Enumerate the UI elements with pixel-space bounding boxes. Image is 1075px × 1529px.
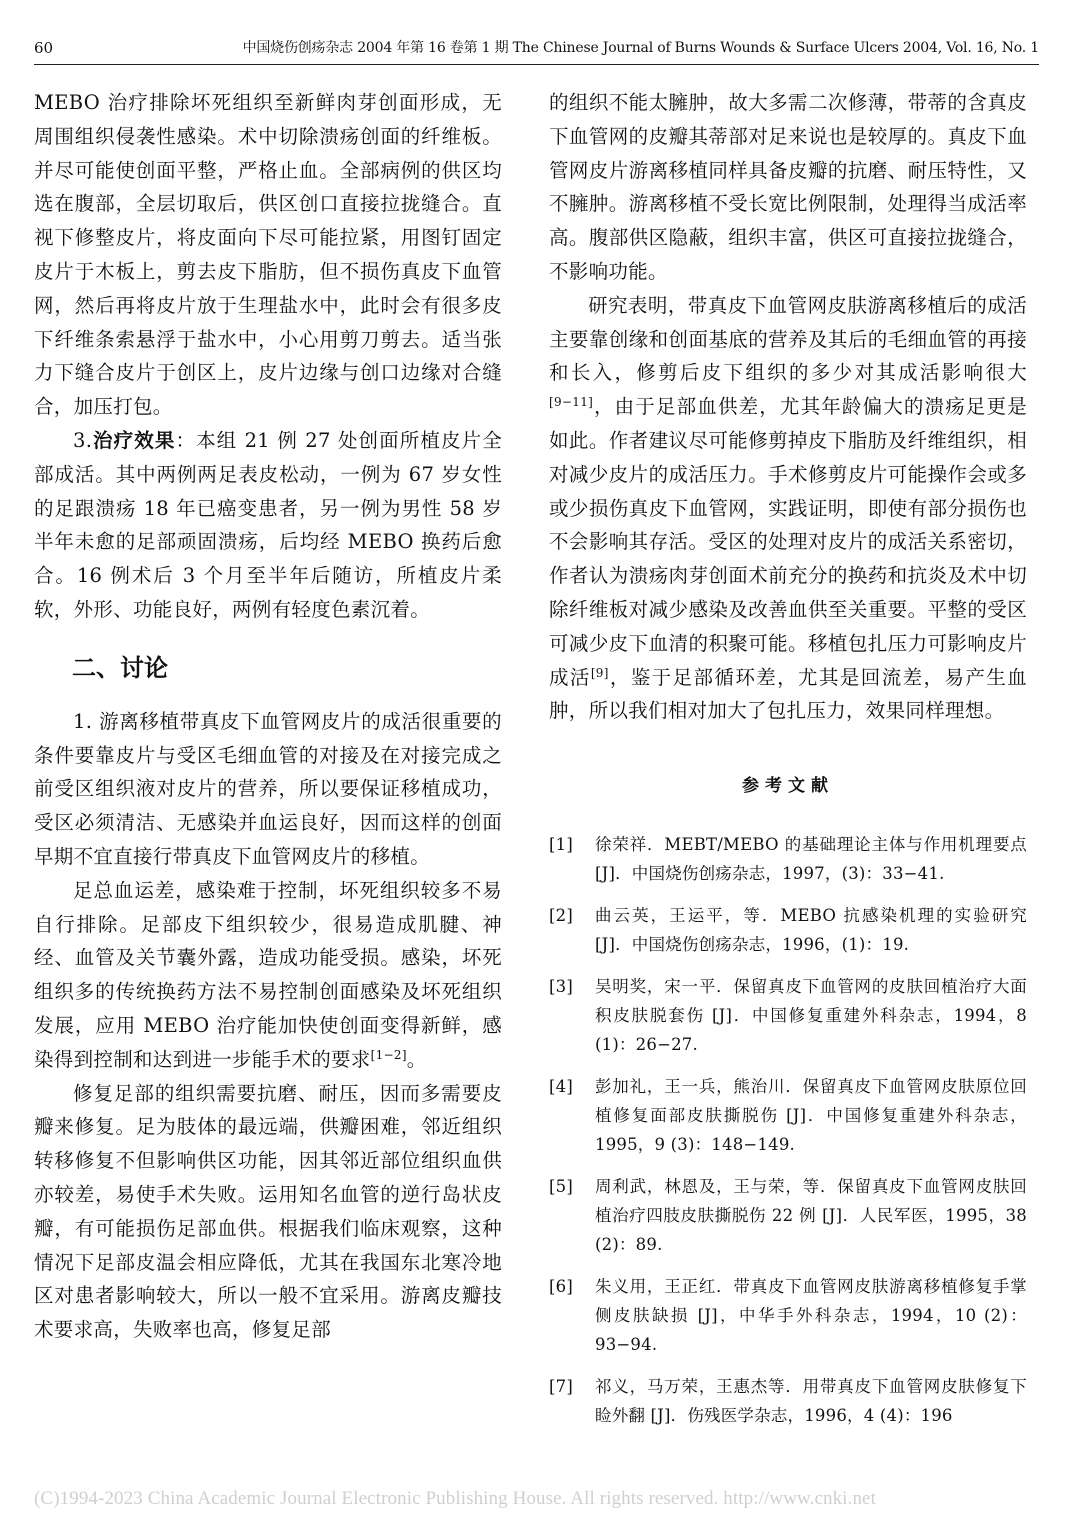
reference-text: 周利武，林恩及，王与荣，等．保留真皮下血管网皮肤回植治疗四肢皮肤撕脱伤 22 例 [J]．人民军医，1995，38 (2)：89.	[595, 1177, 1027, 1255]
paragraph-discussion-2	[34, 874, 502, 1077]
reference-item	[549, 1372, 1027, 1430]
reference-number: [3]	[549, 977, 573, 997]
reference-item	[549, 901, 1027, 959]
reference-number: [5]	[549, 1177, 573, 1197]
paragraph-continued: 的组织不能太臃肿，故大多需二次修薄，带蒂的含真皮下血管网的皮瓣其蒂部对足来说也是较厚的。真皮下血管网皮片游离移植同样具备皮瓣的抗磨、耐压特性，又不臃肿。游离移植不受长宽比例限制，处理得当成活率高。腹部供区隐蔽，组织丰富，供区可直接拉拢缝合，不影响功能。	[549, 91, 1027, 283]
reference-number: [6]	[549, 1277, 573, 1297]
reference-item	[549, 972, 1027, 1059]
reference-number: [2]	[549, 906, 573, 926]
citation: [9−11]	[549, 395, 594, 410]
reference-item	[549, 1072, 1027, 1159]
reference-item	[549, 1172, 1027, 1259]
paragraph-discussion-3: 修复足部的组织需要抗磨、耐压，因而多需要皮瓣来修复。足为肢体的最远端，供瓣困难，邻近组织转移修复不但影响供区功能，因其邻近部位组织血供亦较差，易使手术失败。运用知名血管的逆行岛状皮瓣，有可能损伤足部血供。根据我们临床观察，这种情况下足部皮温会相应降低，尤其在我国东北寒冷地区对患者影响较大，所以一般不宜采用。游离皮瓣技术要求高，失败率也高，修复足部	[34, 1081, 502, 1342]
reference-number: [4]	[549, 1077, 573, 1097]
discussion-2-text: 足总血运差，感染难于控制，坏死组织较多不易自行排除。足部皮下组织较少，很易造成肌腱、神经、血管及关节囊外露，造成功能受损。感染，坏死组织多的传统换药方法不易控制创面感染及坏死组织发展，应用 MEBO 治疗能加快使创面变得新鲜，感染得到控制和达到进一步能手术的要求	[34, 878, 502, 1071]
citation: [1−2]	[370, 1047, 407, 1062]
results-heading: 治疗效果	[92, 428, 176, 452]
results-text: ：本组 21 例 27 处创面所植皮片全部成活。其中两例两足表皮松动，一例为 67 岁女性的足跟溃疡 18 年已癌变患者，另一例为男性 58 岁半年未愈的足部顽固溃疡，后均经 MEBO 换药后愈合。16 例术后 3 个月至半年后随访，所植皮片柔软，外形、功能良好，两例有轻度色素沉着。	[34, 428, 503, 621]
paragraph-surgery: MEBO 治疗排除坏死组织至新鲜肉芽创面形成，无周围组织侵袭性感染。术中切除溃疡创面的纤维板。并尽可能使创面平整，严格止血。全部病例的供区均选在腹部，全层切取后，供区创口直接拉拢缝合。直视下修整皮片，将皮面向下尽可能拉紧，用图钉固定皮片于木板上，剪去皮下脂肪，但不损伤真皮下血管网，然后再将皮片放于生理盐水中，此时会有很多皮下纤维条索悬浮于盐水中，小心用剪刀剪去。适当张力下缝合皮片于创区上，皮片边缘与创口边缘对合缝合，加压打包。	[34, 91, 502, 419]
reference-number: [1]	[549, 835, 573, 855]
left-column	[34, 86, 502, 1347]
reference-number: [7]	[549, 1377, 573, 1397]
research-text-b: ，由于足部血供差，尤其年龄偏大的溃疡足更是如此。作者建议尽可能修剪掉皮下脂肪及纤维组织，相对减少皮片的成活压力。手术修剪皮片可能操作会或多或少损伤真皮下血管网，实践证明，即使有部分损伤也不会影响其存活。受区的处理对皮片的成活关系密切，作者认为溃疡肉芽创面术前充分的换药和抗炎及术中切除纤维板对减少感染及改善血供至关重要。平整的受区可减少皮下血清的积聚可能。移植包扎压力可影响皮片成活	[549, 395, 1027, 689]
reference-text: 祁义，马万荣，王惠杰等．用带真皮下血管网皮肤修复下睑外翻 [J]．伤残医学杂志，1996，4 (4)：196	[595, 1377, 1027, 1426]
journal-title: 中国烧伤创疡杂志 2004 年第 16 卷第 1 期 The Chinese Journal of Burns Wounds & Surface Ulcers 2004, Vol. 16, No. 1	[242, 40, 1039, 56]
research-text-a: 研究表明，带真皮下血管网皮肤游离移植后的成活主要靠创缘和创面基底的营养及其后的毛细血管的再接和长入，修剪后皮下组织的多少对其成活影响很大	[549, 293, 1027, 385]
paragraph-discussion-1: 1. 游离移植带真皮下血管网皮片的成活很重要的条件要靠皮片与受区毛细血管的对接及在对接完成之前受区组织液对皮片的营养，所以要保证移植成功，受区必须清洁、无感染并血运良好，因而这样的创面早期不宜直接行带真皮下血管网皮片的移植。	[34, 709, 502, 868]
running-header	[34, 38, 1039, 65]
reference-item	[549, 1272, 1027, 1359]
discussion-2-end: 。	[406, 1047, 427, 1071]
copyright-watermark: (C)1994-2023 China Academic Journal Electronic Publishing House. All rights reserved. http://www.cnki.net	[34, 1488, 876, 1509]
references-title: 参考文献	[742, 776, 834, 797]
reference-item	[549, 830, 1027, 888]
paragraph-research	[549, 289, 1027, 728]
reference-text: 吴明奖，宋一平．保留真皮下血管网的皮肤回植治疗大面积皮肤脱套伤 [J]．中国修复重建外科杂志，1994，8 (1)：26−27.	[595, 977, 1027, 1055]
citation: [9]	[590, 665, 609, 680]
section-title-discussion: 二、讨论	[72, 653, 168, 682]
reference-text: 朱义用，王正红．带真皮下血管网皮肤游离移植修复手掌侧皮肤缺损 [J]，中华手外科杂志，1994，10 (2)：93−94.	[595, 1277, 1027, 1355]
right-column	[549, 86, 1027, 1443]
paragraph-results	[34, 424, 502, 627]
reference-text: 曲云英，王运平，等．MEBO 抗感染机理的实验研究 [J]．中国烧伤创疡杂志，1996，(1)：19.	[595, 906, 1027, 955]
results-number: 3.	[73, 428, 93, 452]
page-number: 60	[34, 39, 54, 57]
research-text-c: ，鉴于足部循环差，尤其是回流差，易产生血肿，所以我们相对加大了包扎压力，效果同样理想。	[549, 665, 1027, 723]
reference-text: 徐荣祥．MEBT/MEBO 的基础理论主体与作用机理要点 [J]．中国烧伤创疡杂志，1997，(3)：33−41.	[595, 835, 1027, 884]
reference-list	[549, 830, 1027, 1430]
reference-text: 彭加礼，王一兵，熊治川．保留真皮下血管网皮肤原位回植修复面部皮肤撕脱伤 [J]．中国修复重建外科杂志，1995，9 (3)：148−149.	[595, 1077, 1027, 1155]
